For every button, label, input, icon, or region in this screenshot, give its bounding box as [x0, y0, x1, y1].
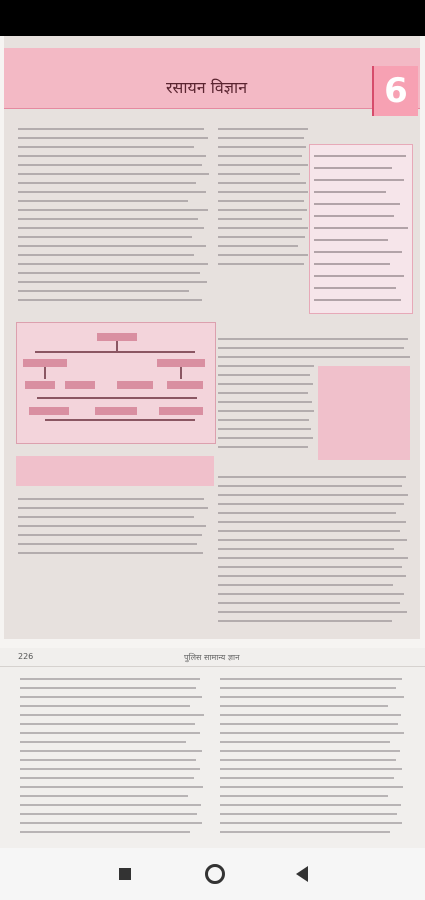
circle-icon — [205, 864, 225, 884]
property-table — [309, 144, 413, 314]
status-bar — [0, 0, 425, 36]
chapter-number: 6 — [372, 66, 418, 116]
page-header — [0, 648, 425, 667]
recent-apps-button[interactable] — [109, 858, 141, 890]
chapter-header — [4, 48, 420, 109]
document-viewer[interactable] — [0, 36, 425, 848]
running-header: पुलिस सामान्य ज्ञान — [184, 653, 240, 662]
triangle-left-icon — [296, 866, 308, 882]
page-image-bottom — [0, 648, 425, 848]
classification-diagram — [16, 322, 216, 444]
android-nav-bar — [0, 848, 425, 900]
home-button[interactable] — [199, 858, 231, 890]
page-number: 226 — [18, 652, 34, 661]
chapter-title: रसायन विज्ञान — [166, 78, 248, 97]
back-button[interactable] — [286, 858, 318, 890]
square-icon — [119, 868, 131, 880]
page-image-top — [4, 36, 420, 639]
